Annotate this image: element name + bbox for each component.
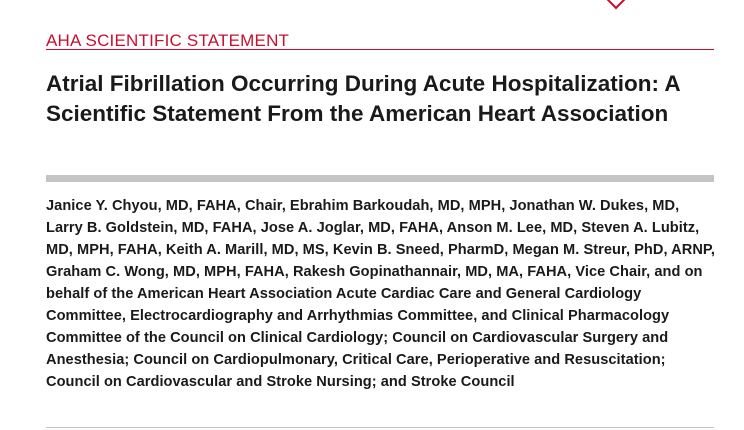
title-divider (46, 175, 714, 182)
section-label: AHA SCIENTIFIC STATEMENT (46, 31, 290, 50)
author-list: Janice Y. Chyou, MD, FAHA, Chair, Ebrahim Barkoudah, MD, MPH, Jonathan W. Dukes, MD, Larry B. Goldstein, MD, FAHA, Jose A. Joglar, MD, FAHA, Anson M. Lee, MD, Steven A. Lubitz, MD, MPH, FAHA, Keith A. Marill, MD, MS, Kevin B. Sneed, PharmD, Megan M. Streur, PhD, ARNP, Graham C. Wong, MD, MPH, FAHA, Rakesh Gopinathannair, MD, MA, FAHA, Vice Chair, and on behalf of the American Heart Association Acute Cardiac Care and General Cardiology Committee, Electrocardiography and Arrhythmias Committee, and Clinical Pharmacology Committee of the Council on Clinical Cardiology; Council on Cardiovascular Surgery and Anesthesia; Council on Cardiopulmonary, Critical Care, Perioperative and Resuscitation; Council on Cardiovascular and Stroke Nursing; and Stroke Council (46, 198, 715, 390)
article-title: Atrial Fibrillation Occurring During Acute Hospitalization: A Scientific Statement From the American Heart Association (46, 71, 680, 126)
corner-logo-fragment (605, 0, 628, 9)
bottom-divider (46, 427, 714, 428)
section-divider (46, 49, 714, 50)
